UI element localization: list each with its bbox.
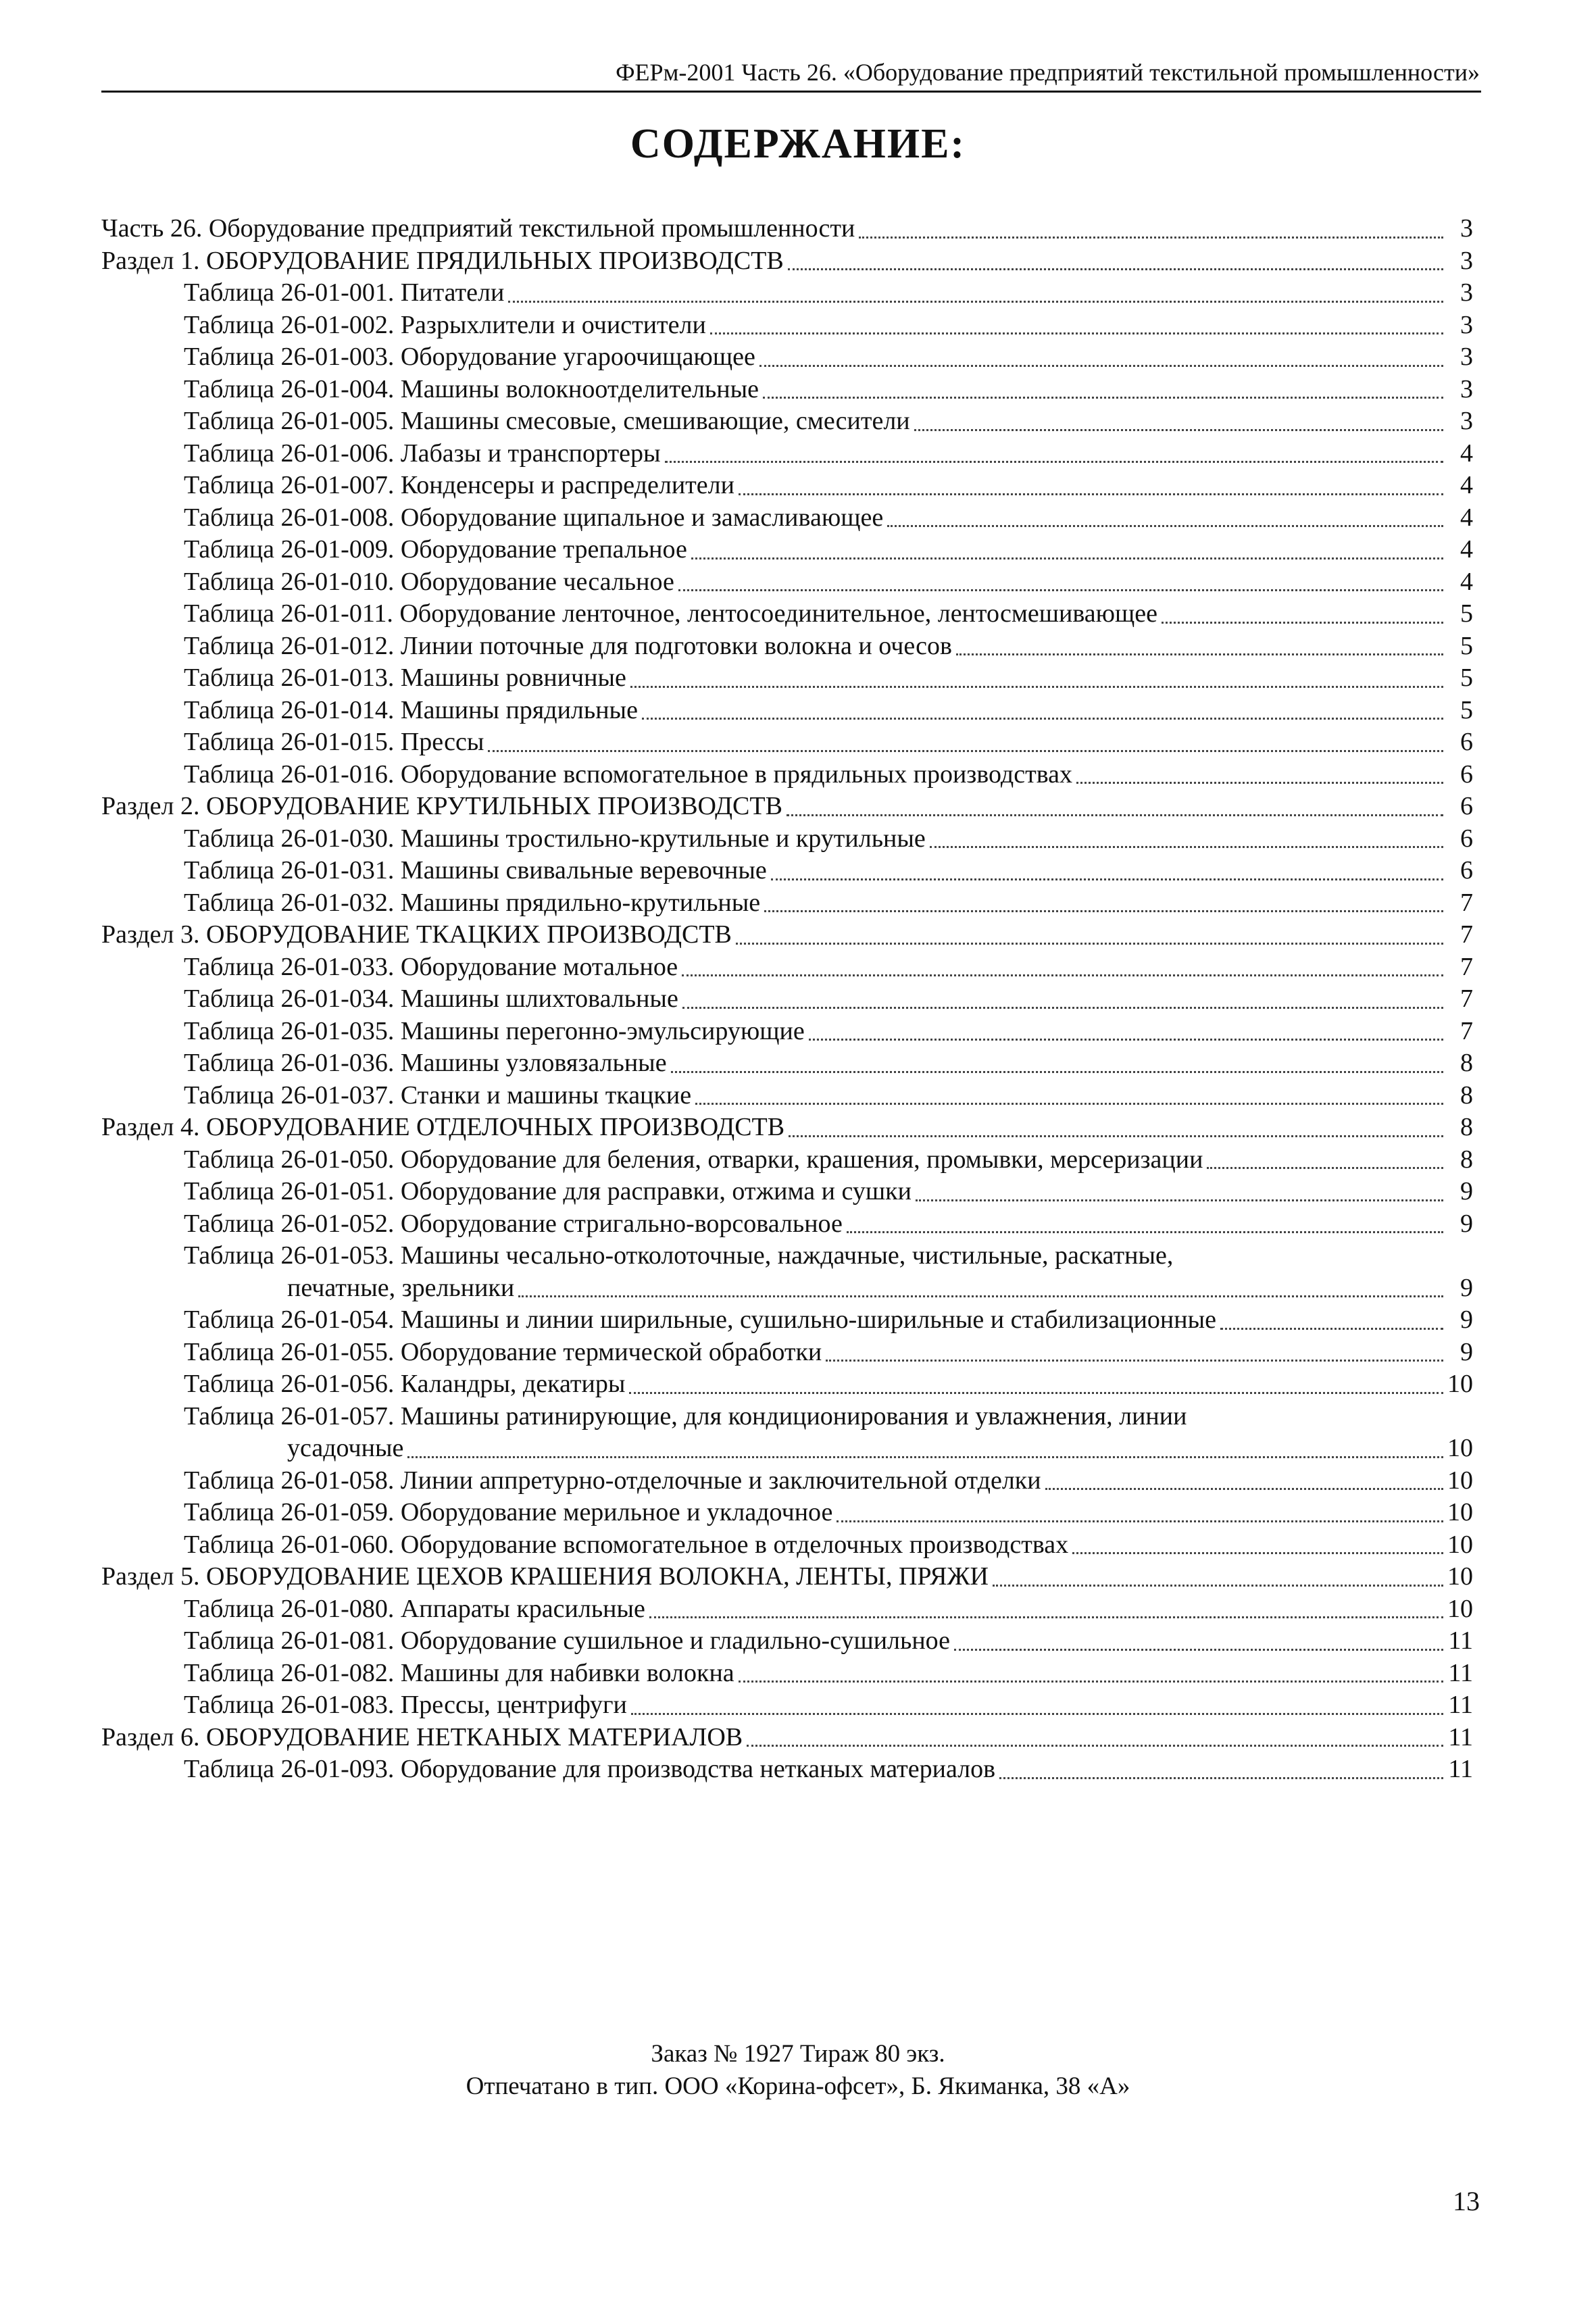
toc-page-number: 10 [1447, 1434, 1473, 1462]
toc-entry-text: Таблица 26-01-005. Машины смесовые, смешивающие, смесители [184, 407, 910, 435]
dot-leader [771, 878, 1443, 880]
dot-leader [1076, 782, 1443, 784]
toc-page-number: 6 [1460, 728, 1473, 756]
toc-table-entry [101, 662, 1473, 695]
toc-page-number: 10 [1447, 1562, 1473, 1591]
toc-entry-text: Таблица 26-01-051. Оборудование для расправки, отжима и сушки [184, 1177, 912, 1205]
toc-table-entry [101, 374, 1473, 406]
dot-leader [508, 301, 1443, 303]
toc-table-entry [101, 1689, 1473, 1722]
dot-leader [809, 1039, 1443, 1041]
dot-leader [859, 237, 1443, 239]
toc-table-entry [101, 1176, 1473, 1208]
toc-section-entry [101, 791, 1473, 823]
toc-table-entry [101, 726, 1473, 759]
toc-table-entry [101, 1465, 1473, 1497]
dot-leader [764, 910, 1443, 912]
toc-section-entry [101, 245, 1473, 278]
toc-entry-text: Таблица 26-01-058. Линии аппретурно-отделочные и заключительной отделки [184, 1466, 1041, 1495]
toc-table-entry [101, 1658, 1473, 1690]
toc-table-entry [101, 1208, 1473, 1241]
toc-page-number: 7 [1460, 952, 1473, 981]
toc-page-number: 3 [1460, 343, 1473, 371]
toc-page-number: 4 [1460, 439, 1473, 468]
dot-leader [1045, 1488, 1443, 1490]
toc-entry-text: Таблица 26-01-008. Оборудование щипальное и замасливающее [184, 503, 884, 532]
toc-entry-text: Таблица 26-01-006. Лабазы и транспортеры [184, 439, 661, 468]
toc-table-entry [101, 1144, 1473, 1176]
toc-entry-text: Таблица 26-01-013. Машины ровничные [184, 664, 626, 692]
toc-page-number: 8 [1460, 1080, 1473, 1110]
toc-section-entry [101, 213, 1473, 245]
toc-page-number: 10 [1447, 1370, 1473, 1398]
toc-entry-text: Таблица 26-01-055. Оборудование термической обработки [184, 1337, 822, 1366]
dot-leader [642, 718, 1443, 720]
toc-entry-text: Таблица 26-01-050. Оборудование для беления, отварки, крашения, промывки, мерсеризации [184, 1145, 1203, 1174]
toc-table-entry [101, 598, 1473, 630]
toc-entry-text: Таблица 26-01-007. Конденсеры и распределители [184, 471, 734, 499]
toc-page-number: 10 [1447, 1530, 1473, 1559]
toc-page-number: 5 [1460, 664, 1473, 692]
toc-table-entry [101, 1304, 1473, 1337]
header-rule [101, 91, 1481, 93]
toc-table-entry [101, 405, 1473, 438]
dot-leader [665, 461, 1443, 463]
toc-entry-text: Таблица 26-01-011. Оборудование ленточное, лентосоединительное, лентосмешивающее [184, 599, 1158, 628]
toc-page-number: 4 [1460, 471, 1473, 499]
toc-page-number: 6 [1460, 856, 1473, 885]
toc-page-number: 7 [1460, 1016, 1473, 1045]
toc-page-number: 8 [1460, 1049, 1473, 1077]
dot-leader [691, 557, 1443, 559]
toc-entry-text: Таблица 26-01-004. Машины волокноотделительные [184, 374, 759, 403]
toc-entry-text: Таблица 26-01-010. Оборудование чесальное [184, 567, 674, 596]
toc-table-entry [101, 309, 1473, 342]
toc-table-entry [101, 277, 1473, 309]
dot-leader [999, 1777, 1443, 1779]
toc-page-number: 11 [1448, 1658, 1473, 1687]
toc-entry-text: Таблица 26-01-093. Оборудование для производства нетканых материалов [184, 1755, 996, 1783]
toc-table-entry [101, 1337, 1473, 1369]
dot-leader [787, 814, 1443, 816]
toc-entry-text: Таблица 26-01-003. Оборудование угароочищающее [184, 343, 755, 371]
toc-entry-text: Таблица 26-01-080. Аппараты красильные [184, 1594, 645, 1623]
toc-entry-text: Таблица 26-01-083. Прессы, центрифуги [184, 1691, 627, 1719]
toc-table-entry [101, 534, 1473, 566]
dot-leader [1162, 622, 1443, 624]
running-header: ФЕРм-2001 Часть 26. «Оборудование предприятий текстильной промышленности» [616, 59, 1480, 86]
dot-leader [488, 750, 1443, 752]
toc-page-number: 5 [1460, 631, 1473, 660]
toc-table-entry [101, 1433, 1473, 1465]
toc-table-entry [101, 1593, 1473, 1626]
dot-leader [695, 1103, 1443, 1105]
toc-table-entry [101, 951, 1473, 984]
toc-page-number: 11 [1448, 1755, 1473, 1783]
toc-page-number: 4 [1460, 535, 1473, 564]
toc-page-number: 3 [1460, 214, 1473, 243]
toc-page-number: 6 [1460, 792, 1473, 820]
toc-table-entry [101, 983, 1473, 1016]
toc-entry-text: Раздел 1. ОБОРУДОВАНИЕ ПРЯДИЛЬНЫХ ПРОИЗВОДСТВ [101, 246, 784, 275]
toc-table-entry [101, 1080, 1473, 1112]
table-of-contents [101, 213, 1473, 1786]
dot-leader [518, 1295, 1443, 1297]
toc-section-entry [101, 1112, 1473, 1144]
toc-page-number: 9 [1460, 1177, 1473, 1205]
toc-page-number: 3 [1460, 374, 1473, 403]
toc-entry-text: Таблица 26-01-081. Оборудование сушильное и гладильно-сушильное [184, 1626, 951, 1655]
dot-leader [763, 397, 1443, 399]
toc-table-entry [101, 438, 1473, 470]
toc-table-entry [101, 855, 1473, 887]
toc-table-entry [101, 1753, 1473, 1786]
toc-page-number: 8 [1460, 1113, 1473, 1141]
toc-page-number: 9 [1460, 1305, 1473, 1334]
toc-page-number: 3 [1460, 278, 1473, 307]
toc-entry-text: Таблица 26-01-012. Линии поточные для подготовки волокна и очесов [184, 631, 952, 660]
toc-entry-text: Таблица 26-01-054. Машины и линии ширильные, сушильно-ширильные и стабилизационные [184, 1305, 1216, 1334]
toc-page-number: 11 [1448, 1722, 1473, 1751]
toc-table-entry [101, 470, 1473, 502]
imprint-order-line: Заказ № 1927 Тираж 80 экз. [651, 2040, 945, 2068]
toc-section-entry [101, 1722, 1473, 1754]
toc-table-entry [101, 695, 1473, 727]
toc-entry-line: Таблица 26-01-053. Машины чесально-отколоточные, наждачные, чистильные, раскатные, [184, 1241, 1174, 1270]
toc-entry-text: Таблица 26-01-030. Машины тростильно-крутильные и крутильные [184, 824, 926, 853]
dot-leader [631, 1713, 1443, 1715]
dot-leader [1072, 1552, 1443, 1554]
dot-leader [1207, 1167, 1443, 1169]
dot-leader [916, 1199, 1443, 1201]
toc-section-entry [101, 919, 1473, 951]
toc-table-entry [101, 887, 1473, 920]
dot-leader [759, 365, 1443, 367]
dot-leader [736, 943, 1443, 945]
toc-entry-text: Таблица 26-01-015. Прессы [184, 728, 484, 756]
toc-table-entry [101, 502, 1473, 534]
dot-leader [739, 493, 1443, 495]
toc-page-number: 3 [1460, 407, 1473, 435]
toc-entry-text: усадочные [287, 1434, 404, 1462]
dot-leader [407, 1456, 1443, 1458]
toc-page-number: 3 [1460, 246, 1473, 275]
dot-leader [682, 974, 1443, 976]
toc-entry-text: Таблица 26-01-052. Оборудование стригально-ворсовальное [184, 1209, 843, 1238]
toc-table-entry [101, 1497, 1473, 1529]
toc-entry-text: Таблица 26-01-033. Оборудование мотальное [184, 952, 678, 981]
toc-table-entry [101, 1368, 1473, 1401]
toc-table-entry [101, 759, 1473, 791]
toc-entry-text: Таблица 26-01-014. Машины прядильные [184, 695, 638, 724]
toc-entry-text: Таблица 26-01-060. Оборудование вспомогательное в отделочных производствах [184, 1530, 1069, 1559]
toc-entry-text: Таблица 26-01-031. Машины свивальные веревочные [184, 856, 767, 885]
page-title: СОДЕРЖАНИЕ: [630, 121, 966, 167]
toc-entry-text: Таблица 26-01-016. Оборудование вспомогательное в прядильных производствах [184, 760, 1073, 789]
toc-page-number: 9 [1460, 1273, 1473, 1302]
toc-entry-text: Раздел 4. ОБОРУДОВАНИЕ ОТДЕЛОЧНЫХ ПРОИЗВОДСТВ [101, 1113, 785, 1141]
dot-leader [837, 1520, 1443, 1522]
toc-page-number: 7 [1460, 888, 1473, 917]
toc-page-number: 5 [1460, 599, 1473, 628]
toc-entry-text: Таблица 26-01-034. Машины шлихтовальные [184, 985, 678, 1013]
dot-leader [826, 1360, 1443, 1362]
dot-leader [930, 846, 1443, 848]
dot-leader [649, 1616, 1443, 1618]
imprint-printer-line: Отпечатано в тип. ООО «Корина-офсет», Б. Якиманка, 38 «А» [466, 2072, 1130, 2100]
toc-page-number: 10 [1447, 1594, 1473, 1623]
toc-page-number: 10 [1447, 1498, 1473, 1526]
toc-page-number: 11 [1448, 1626, 1473, 1655]
dot-leader [739, 1681, 1443, 1683]
toc-entry-text: Раздел 3. ОБОРУДОВАНИЕ ТКАЦКИХ ПРОИЗВОДСТВ [101, 920, 732, 949]
dot-leader [847, 1231, 1443, 1233]
toc-entry-text: Раздел 5. ОБОРУДОВАНИЕ ЦЕХОВ КРАШЕНИЯ ВОЛОКНА, ЛЕНТЫ, ПРЯЖИ [101, 1562, 989, 1591]
dot-leader [629, 1392, 1443, 1394]
toc-page-number: 7 [1460, 920, 1473, 949]
toc-entry-line: Таблица 26-01-057. Машины ратинирующие, для кондиционирования и увлажнения, линии [184, 1401, 1187, 1430]
toc-entry-text: Таблица 26-01-035. Машины перегонно-эмульсирующие [184, 1016, 805, 1045]
toc-entry-text: Таблица 26-01-032. Машины прядильно-крутильные [184, 888, 761, 917]
dot-leader [993, 1585, 1443, 1587]
toc-page-number: 6 [1460, 760, 1473, 789]
toc-table-entry [101, 1047, 1473, 1080]
toc-table-entry [101, 823, 1473, 855]
toc-entry-text: Таблица 26-01-009. Оборудование трепальное [184, 535, 687, 564]
toc-entry-text: Таблица 26-01-001. Питатели [184, 278, 505, 307]
toc-table-entry [101, 1529, 1473, 1562]
toc-entry-text: Таблица 26-01-059. Оборудование мерильное и укладочное [184, 1498, 833, 1526]
toc-table-entry [101, 1016, 1473, 1048]
dot-leader [710, 332, 1443, 334]
toc-page-number: 6 [1460, 824, 1473, 853]
dot-leader [956, 653, 1443, 655]
toc-entry-text: Раздел 6. ОБОРУДОВАНИЕ НЕТКАНЫХ МАТЕРИАЛОВ [101, 1722, 743, 1751]
dot-leader [671, 1071, 1443, 1073]
toc-section-entry [101, 1561, 1473, 1593]
dot-leader [682, 1007, 1443, 1009]
dot-leader [1220, 1328, 1443, 1330]
dot-leader [747, 1745, 1443, 1747]
toc-table-entry [101, 566, 1473, 599]
dot-leader [954, 1649, 1443, 1651]
toc-table-entry [101, 1625, 1473, 1658]
page-number: 13 [1453, 2186, 1480, 2216]
toc-entry-text: Таблица 26-01-056. Каландры, декатиры [184, 1370, 626, 1398]
toc-entry-text: печатные, зрельники [287, 1273, 515, 1302]
toc-page-number: 11 [1448, 1691, 1473, 1719]
toc-page-number: 3 [1460, 310, 1473, 339]
toc-table-entry [101, 630, 1473, 663]
toc-page-number: 4 [1460, 503, 1473, 532]
toc-entry-text: Часть 26. Оборудование предприятий текстильной промышленности [101, 214, 855, 243]
toc-page-number: 7 [1460, 985, 1473, 1013]
toc-entry-text: Таблица 26-01-036. Машины узловязальные [184, 1049, 667, 1077]
toc-page-number: 9 [1460, 1337, 1473, 1366]
toc-page-number: 9 [1460, 1209, 1473, 1238]
toc-page-number: 10 [1447, 1466, 1473, 1495]
toc-page-number: 4 [1460, 567, 1473, 596]
dot-leader [678, 589, 1443, 591]
toc-table-entry [101, 341, 1473, 374]
toc-entry-text: Таблица 26-01-082. Машины для набивки волокна [184, 1658, 734, 1687]
dot-leader [788, 268, 1443, 270]
dot-leader [887, 525, 1443, 527]
dot-leader [914, 429, 1443, 431]
dot-leader [789, 1135, 1443, 1137]
toc-entry-text: Раздел 2. ОБОРУДОВАНИЕ КРУТИЛЬНЫХ ПРОИЗВОДСТВ [101, 792, 782, 820]
toc-page-number: 5 [1460, 695, 1473, 724]
toc-page-number: 8 [1460, 1145, 1473, 1174]
dot-leader [630, 686, 1443, 688]
toc-table-entry [101, 1272, 1473, 1305]
toc-entry-text: Таблица 26-01-002. Разрыхлители и очистители [184, 310, 706, 339]
toc-entry-text: Таблица 26-01-037. Станки и машины ткацкие [184, 1080, 692, 1110]
